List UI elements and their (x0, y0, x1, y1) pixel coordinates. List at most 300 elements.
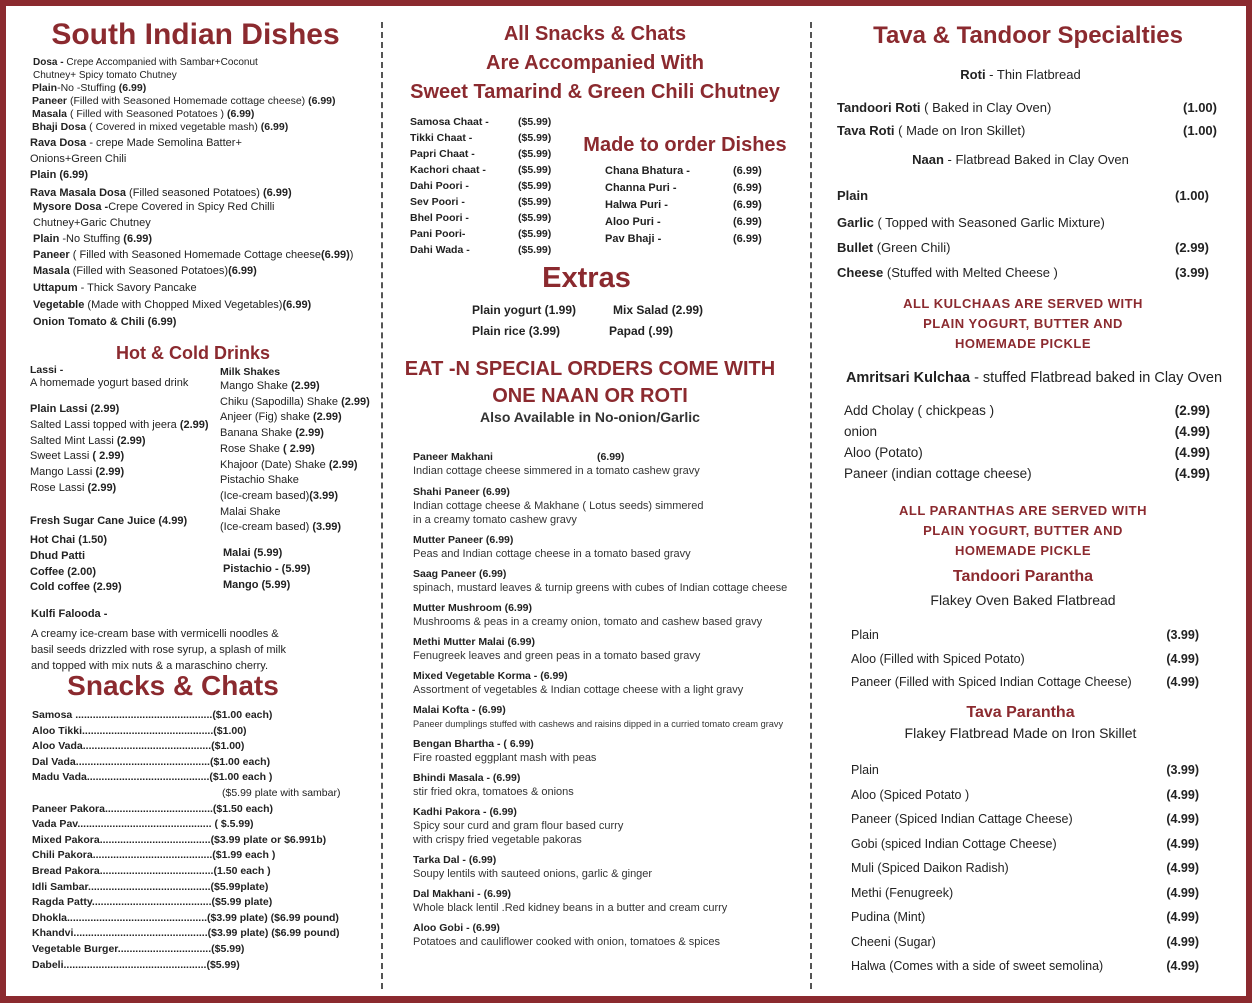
item-name: Tava Roti (837, 123, 895, 138)
special-title-line1: EAT -N SPECIAL ORDERS COME WITH (404, 358, 776, 380)
item-price: (2.99) (341, 395, 370, 408)
vegetable-line (33, 297, 372, 314)
special-item (413, 703, 803, 731)
roti-heading (828, 66, 1213, 83)
kulcha-list (844, 400, 1210, 484)
chat-item (410, 146, 570, 162)
snack-item (32, 895, 377, 911)
chats-title (395, 20, 795, 107)
item-price: (2.99) (328, 458, 358, 471)
mto-item (605, 214, 775, 231)
dosa-line (32, 108, 372, 121)
snack-item (32, 755, 377, 771)
item-name: Madu Vada.......................................... (32, 771, 210, 784)
special-item-desc: Mushrooms & peas in a creamy onion, tomato and cashew based gravy (413, 616, 763, 628)
item-price: (2.99) (1175, 240, 1209, 255)
item-desc: Anjeer (Fig) shake (220, 411, 313, 424)
item-name: Rava Dosa (30, 137, 87, 149)
item-name: Bengan Bhartha - ( 6.99) (413, 738, 534, 750)
item-price: (1.50 each ) (213, 864, 271, 877)
item-desc: (Green Chili) (873, 240, 951, 255)
rava-plain: Plain (6.99) (30, 169, 89, 181)
item-desc: Paneer (indian cottage cheese) (844, 466, 1032, 481)
item-price: ($5.99) (518, 164, 552, 176)
tandoori-parantha-sub: Flakey Oven Baked Flatbread (930, 592, 1116, 608)
naan-item (837, 260, 1209, 285)
item-desc: Methi (Fenugreek) (851, 885, 954, 900)
item-name: Ragda Patty......................................... (32, 896, 212, 909)
chat-item (410, 130, 570, 146)
item-price: (4.99) (1166, 959, 1199, 973)
lassi-item (30, 465, 215, 481)
item-desc: Malai Shake (220, 505, 281, 518)
special-item (413, 921, 803, 949)
made-to-order-title: Made to order Dishes (583, 134, 787, 156)
roti-list (837, 96, 1217, 142)
item-desc: (Made with Chopped Mixed Vegetables) (84, 299, 283, 311)
item-desc: Cheeni (Sugar) (851, 934, 936, 949)
naan-item (837, 182, 1209, 210)
item-price: (2.99) (295, 427, 324, 440)
snacks-list (32, 708, 377, 973)
special-item (413, 737, 803, 765)
item-price: ($5.99) (518, 212, 552, 224)
item-price: ($5.99 plate) (211, 896, 273, 909)
item-price: ($5.99) (518, 132, 552, 144)
item-price: (3.99) (312, 521, 342, 534)
kulcha-item (844, 400, 1210, 421)
item-price: ( 2.99) (92, 450, 125, 463)
roti-heading-bold: Roti (960, 67, 986, 82)
item-label (851, 954, 1103, 979)
item-price: (6.99) (733, 216, 762, 228)
item-label (851, 807, 1073, 832)
item-price: (4.99) (1166, 861, 1199, 875)
item-name: Paneer (32, 95, 68, 107)
lassi-item (30, 418, 215, 434)
item-name: Aloo Vada............................................ (32, 740, 212, 753)
extra-mix-salad: Mix Salad (2.99) (613, 303, 704, 317)
tava-parantha-list (851, 758, 1199, 979)
item-name: Paneer Pakora..................................... (32, 802, 213, 815)
item-name: Bread Pakora....................................... (32, 864, 214, 877)
item-label (851, 758, 879, 783)
special-item (413, 805, 803, 847)
item-desc: ( Topped with Seasoned Garlic Mixture) (873, 215, 1105, 230)
rava-group (30, 136, 372, 200)
snack-item (32, 724, 377, 740)
special-title-line2: ONE NAAN OR ROTI (492, 385, 688, 407)
special-item-name (413, 805, 803, 819)
special-item (413, 567, 803, 595)
cane-juice: Fresh Sugar Cane Juice (4.99) (30, 515, 188, 527)
item-desc: Sweet Lassi (30, 450, 93, 463)
item-name: Samosa ............................................... (32, 709, 213, 721)
item-name: Samosa Chaat - (410, 116, 489, 128)
item-name: Garlic (837, 215, 874, 230)
item-name: Kachori chaat - (410, 164, 486, 176)
snack-item (32, 739, 377, 755)
item-name: Shahi Paneer (6.99) (413, 486, 510, 498)
item-name: Chana Bhatura - (605, 165, 690, 177)
item-price: (2.99) (179, 418, 209, 431)
milkshake-item (220, 395, 380, 411)
column-divider-right (810, 22, 812, 989)
special-item-name (413, 737, 803, 751)
parantha-note (828, 501, 1218, 561)
onion-line: Onion Tomato & Chili (6.99) (33, 316, 177, 328)
tava-parantha-item (851, 758, 1199, 783)
mysore-line2: Chutney+Garic Chutney (33, 217, 151, 229)
special-item-name (413, 450, 803, 464)
item-desc: onion (844, 424, 878, 439)
item-desc: Salted Mint Lassi (30, 434, 117, 447)
item-desc: Muli (Spiced Daikon Radish) (851, 861, 1009, 875)
item-desc: (Ice-cream based) (220, 489, 310, 502)
item-label (851, 783, 969, 808)
item-name: Bhel Poori - (410, 212, 469, 224)
item-desc: Khajoor (Date) Shake (220, 458, 329, 471)
chat-item (410, 210, 570, 226)
snack-item (32, 786, 377, 802)
naan-item (837, 235, 1209, 260)
kulcha-note (828, 294, 1218, 354)
special-item-desc: Potatoes and cauliflower cooked with onion, tomatoes & spices (413, 936, 720, 948)
item-name: Bullet (837, 240, 874, 255)
item-price: ($1.00) (213, 724, 247, 737)
mysore-masala (33, 263, 372, 280)
kulfi-title: Kulfi Falooda - (31, 608, 108, 620)
special-item-name (413, 669, 803, 683)
milkshake-item (220, 410, 380, 426)
dosa-line (32, 95, 372, 108)
item-price: (6.99) (733, 165, 762, 177)
item-desc: Add Cholay ( chickpeas ) (844, 403, 995, 418)
mysore-plain (33, 231, 372, 247)
special-item (413, 669, 803, 697)
item-price: Plain Lassi (2.99) (30, 403, 120, 415)
item-price: ( 2.99) (282, 442, 315, 455)
hot-drink-item: Cold coffee (2.99) (30, 581, 122, 594)
milkshake-item (220, 379, 380, 395)
mysore-group (33, 200, 372, 331)
item-desc: Plain (851, 628, 879, 642)
kulcha-heading-text: - stuffed Flatbread baked in Clay Oven (970, 370, 1223, 386)
item-price: (6.99) (282, 299, 312, 311)
item-desc: Mango Shake (220, 380, 291, 392)
item-name: Rava Masala Dosa (30, 187, 126, 199)
item-name: Vada Pav.............................................. (32, 818, 215, 831)
item-price: ($5.99) (518, 116, 552, 128)
roti-item (837, 119, 1217, 142)
mysore-line (33, 200, 372, 215)
drinks-title: Hot & Cold Drinks (115, 343, 270, 363)
rava-masala-line (30, 186, 372, 200)
lassi-item (30, 402, 215, 418)
item-price: (1.00) (1183, 123, 1217, 138)
item-desc: Salted Lassi topped with jeera (30, 418, 180, 431)
kulcha-item (844, 442, 1210, 463)
item-name: Idli Sambar.......................................... (32, 880, 211, 893)
item-desc: Mango Lassi (30, 466, 96, 479)
hot-drink-item: Hot Chai (1.50) (30, 534, 108, 546)
kulfi-desc-line: basil seeds drizzled with rose syrup, a splash of milk (31, 644, 286, 656)
item-price: (2.99) (312, 411, 342, 424)
extra-plain-rice: Plain rice (3.99) (472, 324, 561, 338)
tava-parantha-item (851, 832, 1199, 857)
mto-item (605, 163, 775, 180)
item-name: Plain (33, 233, 60, 245)
item-price: (4.99) (1166, 934, 1199, 949)
malai-item: Mango (5.99) (223, 579, 291, 591)
left-column (28, 12, 373, 995)
milkshake-item (220, 442, 380, 458)
special-item (413, 887, 803, 915)
tava-parantha-item (851, 954, 1199, 979)
item-price: ($1.99 each ) (212, 849, 276, 862)
kulfi-desc-line: and topped with mix nuts & a maraschino cherry. (31, 660, 269, 672)
item-price: (2.99) (116, 434, 146, 447)
item-price: (3.99) (309, 489, 339, 502)
mysore-paneer (33, 247, 372, 263)
dosa-line (33, 56, 372, 69)
chat-item (410, 242, 570, 258)
item-desc: ( Baked in Clay Oven) (920, 100, 1052, 115)
special-item-name (413, 601, 803, 615)
item-name: Plain (837, 188, 869, 203)
item-label (837, 182, 868, 210)
chat-item (410, 178, 570, 194)
hot-drink-item: Dhud Patti (30, 549, 85, 562)
chat-item (410, 226, 570, 242)
item-label (844, 463, 1032, 484)
item-desc: - crepe Made Semolina Batter+ (86, 137, 242, 149)
item-price: ($3.99 plate) ($6.99 pound) (207, 911, 339, 924)
item-name: Papri Chaat - (410, 148, 475, 160)
snack-item (32, 942, 377, 958)
snack-item (32, 817, 377, 833)
tandoori-parantha-item (851, 648, 1199, 672)
tava-parantha-sub: Flakey Flatbread Made on Iron Skillet (904, 725, 1137, 741)
item-desc: -No Stuffing (59, 233, 124, 245)
item-name: Pani Poori- (410, 228, 466, 240)
item-name: Mixed Pakora...................................... (32, 833, 211, 846)
snacks-title: Snacks & Chats (67, 670, 279, 701)
item-desc: -No -Stuffing (57, 82, 119, 94)
snack-item (32, 848, 377, 864)
special-item (413, 635, 803, 663)
item-price: ($1.00 each) (209, 755, 271, 768)
mto-item (605, 231, 775, 248)
special-item-desc: Paneer dumplings stuffed with cashews and raisins dipped in a curried tomato cream gravy (413, 719, 784, 729)
item-desc: Halwa (Comes with a side of sweet semolina) (851, 959, 1104, 973)
parantha-note-line: HOMEMADE PICKLE (954, 543, 1092, 558)
item-price: (4.99) (1174, 424, 1210, 439)
kulcha-note-line: PLAIN YOGURT, BUTTER AND (923, 316, 1123, 331)
item-desc: ( Covered in mixed vegetable mash) (86, 121, 261, 133)
item-label (837, 210, 1105, 235)
item-price: ($5.99) (518, 244, 552, 256)
lassi-item (30, 434, 215, 450)
kulfi-desc (31, 626, 286, 674)
item-desc: Chiku (Sapodilla) Shake (220, 395, 342, 408)
item-name: Saag Paneer (6.99) (413, 568, 507, 580)
snack-item (32, 958, 377, 974)
item-name: Paneer Makhani (413, 451, 493, 463)
special-item-desc: Peas and Indian cottage cheese in a tomato based gravy (413, 548, 691, 560)
item-name: Aloo Gobi - (6.99) (413, 922, 500, 934)
naan-heading (828, 151, 1213, 168)
lassi-title: Lassi - (30, 364, 64, 376)
special-item-name (413, 853, 803, 867)
naan-item (837, 210, 1209, 235)
item-desc: Chutney+ Spicy tomato Chutney (33, 70, 177, 81)
item-name: Tikki Chaat - (410, 132, 473, 144)
lassi-item (30, 449, 215, 465)
item-desc: ( Made on Iron Skillet) (894, 123, 1026, 138)
special-item-name (413, 567, 803, 581)
item-name: Tandoori Roti (837, 100, 921, 115)
item-name: Cheese (837, 265, 884, 280)
tava-parantha-item (851, 807, 1199, 832)
rava-dosa-line (30, 136, 372, 151)
item-label (837, 260, 1058, 285)
milkshake-list (220, 379, 380, 536)
special-item-name (413, 485, 803, 499)
special-item-desc: Whole black lentil .Red kidney beans in a butter and cream curry (413, 902, 728, 914)
hot-drinks-list (30, 533, 122, 596)
special-item-name (413, 635, 803, 649)
item-price: ($5.99) (518, 148, 552, 160)
item-price: ($1.00 each) (212, 709, 273, 721)
item-price: (6.99) (733, 182, 762, 194)
item-price: (6.99) (260, 121, 289, 133)
dosa-line (32, 82, 372, 95)
special-item-name (413, 703, 803, 717)
mto-item (605, 197, 775, 214)
item-desc: Pudina (Mint) (851, 910, 926, 924)
extras-title: Extras (542, 262, 631, 294)
item-label (851, 671, 1132, 695)
milkshake-item (220, 489, 380, 505)
naan-heading-bold: Naan (912, 152, 944, 167)
malai-item: Pistachio - (5.99) (223, 563, 311, 575)
special-item (413, 771, 803, 799)
item-price: ($5.99) (206, 958, 240, 971)
item-label (851, 930, 936, 955)
item-name: Paneer (33, 249, 70, 261)
item-label (851, 832, 1057, 857)
kulcha-note-line: HOMEMADE PICKLE (954, 336, 1092, 351)
item-name: Chili Pakora......................................... (32, 849, 213, 862)
special-item (413, 853, 803, 881)
lassi-block (30, 364, 215, 497)
snack-item (32, 864, 377, 880)
item-price: (3.99) (1166, 763, 1199, 777)
item-name: Methi Mutter Malai (6.99) (413, 636, 535, 648)
malai-list (223, 545, 310, 593)
item-name: Kadhi Pakora - (6.99) (413, 806, 517, 818)
item-price: (6.99) (262, 187, 292, 199)
item-price: (4.99) (1174, 445, 1210, 460)
item-price: (2.99) (290, 380, 320, 392)
item-name: Dahi Wada - (410, 244, 470, 256)
item-price: (6.99) (733, 233, 762, 245)
item-desc: - Thick Savory Pancake (77, 282, 197, 294)
item-desc: (Stuffed with Melted Cheese ) (883, 265, 1058, 280)
item-name: Vegetable Burger................................ (32, 942, 212, 955)
item-desc: (Filled with Seasoned Potatoes) (69, 265, 229, 277)
item-name: Aloo Puri - (605, 216, 661, 228)
item-name: Mysore Dosa - (33, 201, 109, 213)
item-price: (2.99) (87, 481, 117, 494)
item-price: (4.99) (1166, 787, 1199, 802)
item-name: Dhokla................................................ (32, 911, 208, 924)
item-name: Malai Kofta - (6.99) (413, 704, 506, 716)
item-label (844, 421, 877, 442)
tava-parantha-item (851, 930, 1199, 955)
middle-column (395, 12, 803, 995)
item-price: (6.99) (308, 95, 336, 107)
snack-item (32, 802, 377, 818)
lassi-item (30, 481, 215, 497)
item-price: ($5.99plate) (210, 880, 269, 893)
special-item (413, 601, 803, 629)
extra-papad: Papad (.99) (609, 324, 674, 338)
item-name: Plain (32, 82, 58, 94)
item-name: Masala (33, 265, 70, 277)
roti-heading-text: - Thin Flatbread (985, 67, 1081, 82)
item-price: (6.99) (123, 233, 153, 245)
kulcha-note-line: ALL KULCHAAS ARE SERVED WITH (903, 296, 1143, 311)
item-name: Vegetable (33, 299, 85, 311)
milkshake-item (220, 426, 380, 442)
extra-plain-yogurt: Plain yogurt (1.99) (472, 303, 577, 317)
item-label (837, 119, 1025, 142)
milkshake-item (220, 520, 380, 536)
special-item-name (413, 533, 803, 547)
item-name: Mutter Mushroom (6.99) (413, 602, 533, 614)
item-desc: Rose Shake (220, 442, 283, 455)
special-item-desc: in a creamy tomato cashew gravy (413, 514, 577, 526)
item-label (851, 856, 1009, 881)
item-price: (2.99) (95, 466, 125, 479)
rava-line2: Onions+Green Chili (30, 153, 127, 165)
item-desc: Banana Shake (220, 427, 296, 440)
naan-heading-text: - Flatbread Baked in Clay Oven (943, 152, 1129, 167)
item-price: (4.99) (1166, 812, 1199, 826)
tandoori-parantha-item (851, 624, 1199, 648)
item-label (851, 905, 925, 930)
special-item-desc: Spicy sour curd and gram flour based curry (413, 820, 624, 832)
item-name: Dahi Poori - (410, 180, 469, 192)
special-item-name (413, 771, 803, 785)
special-item-desc: with crispy fried vegetable pakoras (413, 834, 582, 846)
item-label (837, 96, 1051, 119)
chats-title-line2: Are Accompanied With (486, 52, 704, 74)
item-desc: Aloo (Spiced Potato ) (851, 787, 970, 802)
item-price: (6.99) (321, 249, 350, 261)
item-price: (6.99) (228, 265, 257, 277)
special-item-desc: Assortment of vegetables & Indian cottage cheese with a light gravy (413, 684, 744, 696)
milkshake-item (220, 505, 380, 521)
kulcha-item (844, 421, 1210, 442)
item-name: Mutter Paneer (6.99) (413, 534, 514, 546)
chats-title-line1: All Snacks & Chats (503, 23, 687, 45)
snack-item (32, 708, 377, 724)
made-to-order-list (605, 163, 775, 248)
item-price: ($5.99) (518, 196, 552, 208)
